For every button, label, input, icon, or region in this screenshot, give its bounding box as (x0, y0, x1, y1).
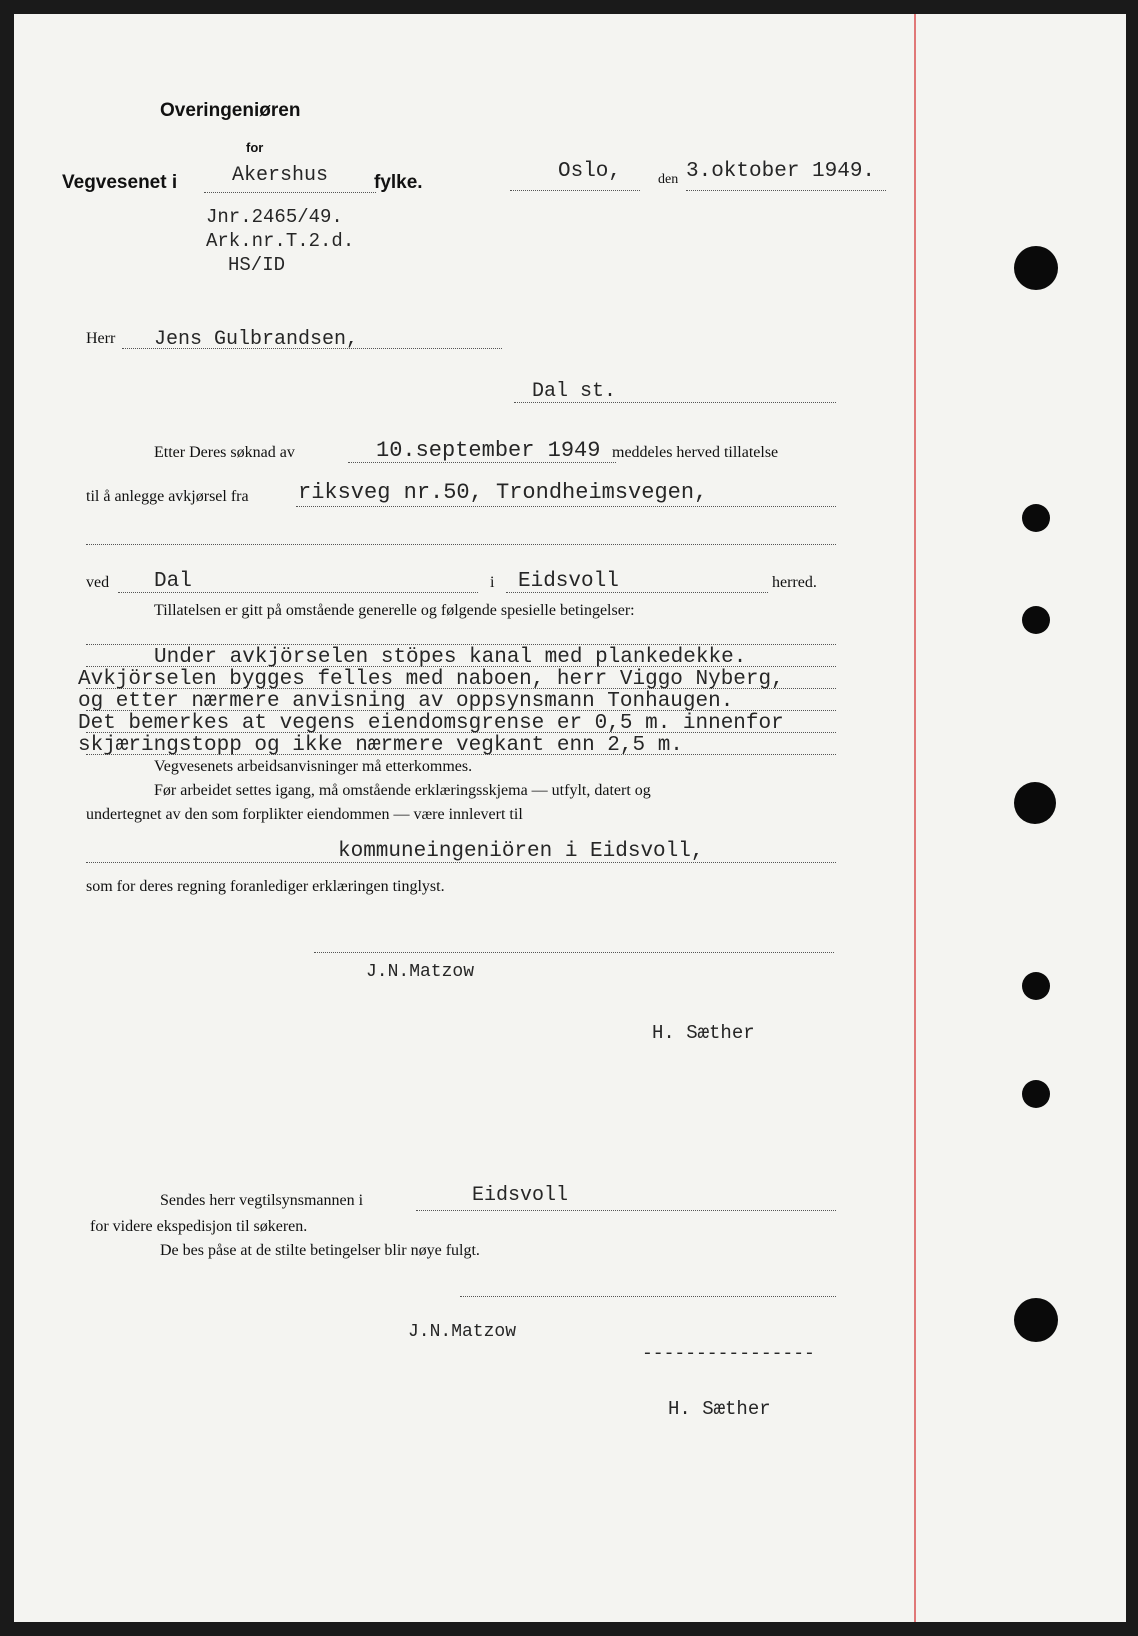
punch-hole (1014, 1298, 1058, 1342)
recipient-address: Dal st. (532, 380, 617, 403)
initials: HS/ID (228, 254, 286, 276)
fylke-label: fylke. (374, 172, 423, 193)
recipient-name: Jens Gulbrandsen, (154, 328, 359, 351)
sendes-label: Sendes herr vegtilsynsmannen i (160, 1192, 364, 1209)
from-road: riksveg nr.50, Trondheimsvegen, (298, 480, 708, 505)
before-work-line-1: Før arbeidet settes igang, må omstående erklæringsskjema — utfylt, datert og (154, 782, 651, 799)
signature-matzow-bottom: J.N.Matzow (408, 1322, 517, 1342)
letter-date: 3.oktober 1949. (686, 160, 876, 183)
ved-label: ved (86, 574, 110, 591)
municipality-value: Eidsvoll (518, 570, 619, 593)
application-date: 10.september 1949 (376, 438, 601, 463)
place-value: Dal (154, 570, 192, 593)
for-label: for (246, 140, 264, 155)
forward-line-3: De bes påse at de stilte betingelser blir nøye fulgt. (160, 1242, 480, 1259)
vegvesenet-label: Vegvesenet i (62, 172, 178, 193)
etter-label: Etter Deres søknad av (154, 444, 295, 461)
den-label: den (658, 172, 679, 187)
office-title: Overingeniøren (160, 100, 301, 121)
til-label: til å anlegge avkjørsel fra (86, 488, 249, 505)
forward-place: Eidsvoll (472, 1184, 569, 1207)
i-label: i (490, 574, 495, 591)
herred-label: herred. (772, 574, 817, 591)
conditions-intro: Tillatelsen er gitt på omstående generelle og følgende spesielle betingelser: (154, 602, 635, 619)
punch-hole (1022, 972, 1050, 1000)
forward-line-2: for videre ekspedisjon til søkeren. (90, 1218, 308, 1235)
signature-matzow: J.N.Matzow (366, 962, 475, 982)
submit-to: kommuneingeniören i Eidsvoll, (338, 840, 704, 863)
punch-hole (1022, 606, 1050, 634)
condition-line: skjæringstopp og ikke nærmere vegkant enn 2,5 m. (78, 734, 683, 757)
signature-saether: H. Sæther (652, 1022, 755, 1044)
condition-line: Under avkjörselen stöpes kanal med plankedekke. (154, 646, 747, 669)
punch-hole (1022, 1080, 1050, 1108)
red-margin-line (914, 14, 916, 1622)
instructions-line: Vegvesenets arbeidsanvisninger må etterkommes. (154, 758, 473, 775)
punch-hole (1014, 782, 1056, 824)
punch-hole (1022, 504, 1050, 532)
before-work-line-2: undertegnet av den som forplikter eiendommen — være innlevert til (86, 806, 523, 823)
registration-line: som for deres regning foranlediger erklæringen tinglyst. (86, 878, 445, 895)
punch-hole (1014, 246, 1058, 290)
county-value: Akershus (232, 164, 329, 187)
signature-dashes: ---------------- (642, 1344, 815, 1364)
city-value: Oslo, (558, 160, 622, 183)
condition-line: Avkjörselen bygges felles med naboen, herr Viggo Nyberg, (78, 668, 784, 691)
herr-label: Herr (86, 330, 116, 347)
condition-line: Det bemerkes at vegens eiendomsgrense er 0,5 m. innenfor (78, 712, 784, 735)
meddeles-label: meddeles herved tillatelse (612, 444, 779, 461)
archive-number: Ark.nr.T.2.d. (206, 230, 355, 252)
journal-number: Jnr.2465/49. (206, 206, 343, 228)
signature-saether-bottom: H. Sæther (668, 1398, 771, 1420)
condition-line: og etter nærmere anvisning av oppsynsmann Tonhaugen. (78, 690, 734, 713)
document-page (14, 14, 1126, 1622)
